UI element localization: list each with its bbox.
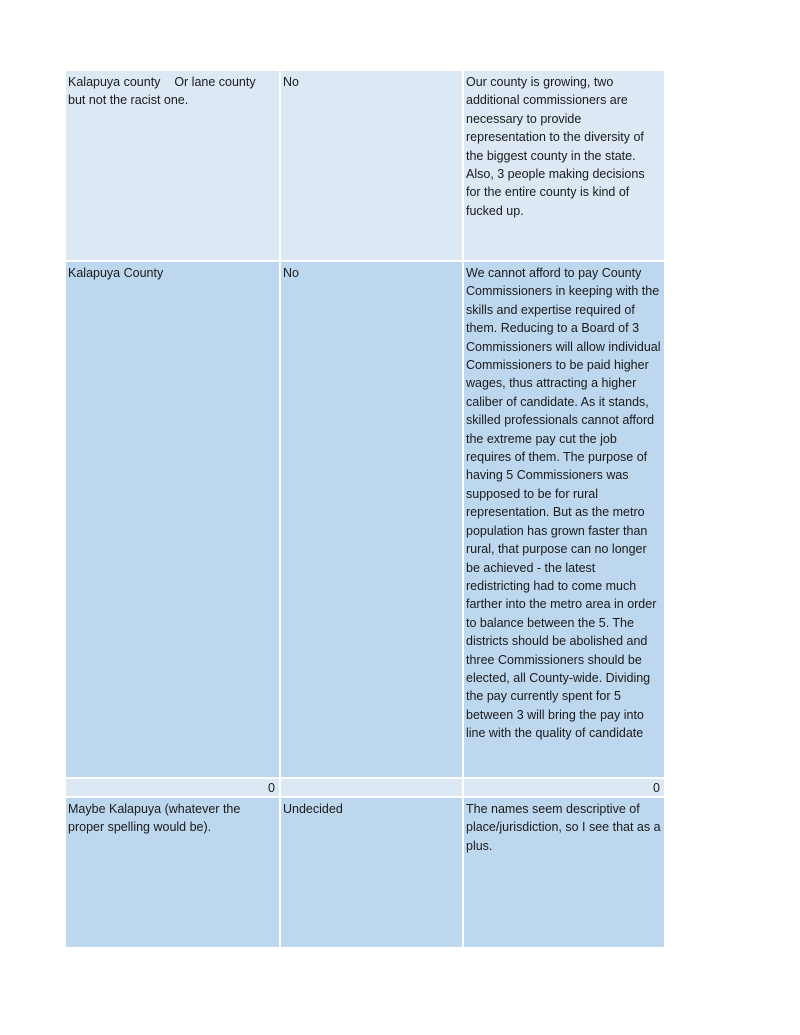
answer-cell[interactable]: Undecided — [281, 798, 464, 949]
name-cell[interactable]: 0 — [66, 779, 281, 798]
answer-cell[interactable]: No — [281, 262, 464, 779]
comment-cell[interactable]: Our county is growing, two additional commissioners are necessary to provide representation to the diversity of the biggest county in the state. Also, 3 people making decisions for the entire county is kind of fucked up. — [464, 71, 664, 262]
comment-cell[interactable]: 0 — [464, 779, 664, 798]
table-row — [66, 262, 666, 779]
name-cell[interactable]: Kalapuya County — [66, 262, 281, 779]
table-row — [66, 71, 666, 262]
table-row — [66, 798, 666, 949]
comment-cell[interactable]: The names seem descriptive of place/jurisdiction, so I see that as a plus. — [464, 798, 664, 949]
answer-cell[interactable] — [281, 779, 464, 798]
answer-cell[interactable]: No — [281, 71, 464, 262]
comment-cell[interactable]: We cannot afford to pay County Commissioners in keeping with the skills and expertise required of them. Reducing to a Board of 3 Commissioners will allow individual Commissioners to be paid higher wages, thus attracting a higher caliber of candidate. As it stands, skilled professionals cannot afford the extreme pay cut the job requires of them. The purpose of having 5 Commissioners was supposed to be for rural representation. But as the metro population has grown faster than rural, that purpose can no longer be achieved - the latest redistricting had to come much farther into the metro area in order to balance between the 5. The districts should be abolished and three Commissioners should be elected, all County-wide. Dividing the pay currently spent for 5 between 3 will bring the pay into line with the quality of candidate — [464, 262, 664, 779]
name-cell[interactable]: Kalapuya county Or lane county but not the racist one. — [66, 71, 281, 262]
table-row — [66, 779, 666, 798]
name-cell[interactable]: Maybe Kalapuya (whatever the proper spelling would be). — [66, 798, 281, 949]
spreadsheet-table — [66, 71, 666, 949]
